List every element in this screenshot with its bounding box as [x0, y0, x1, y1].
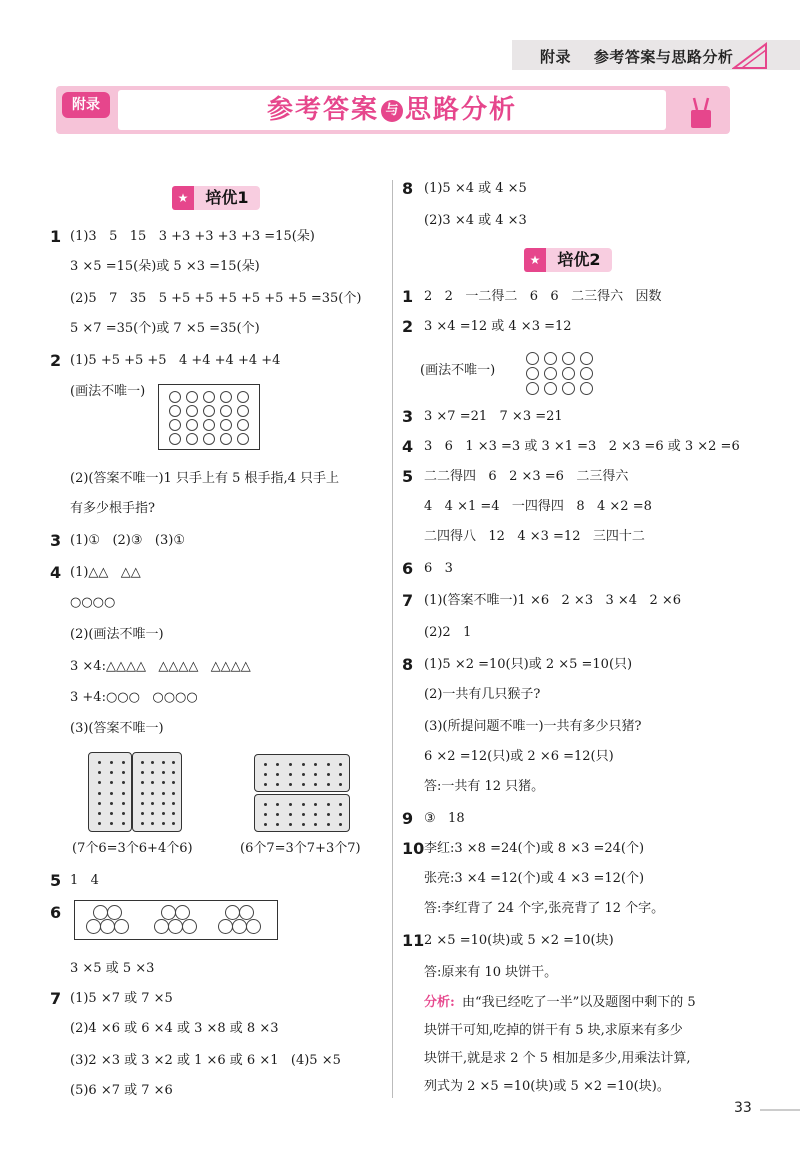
answer-line: 1 4 [70, 873, 99, 888]
question-number: 6 [50, 903, 62, 922]
answer-line: 张亮:3 ×4 =12(个)或 4 ×3 =12(个) [424, 871, 645, 886]
circle-shape [203, 433, 215, 445]
question-number: 3 [50, 531, 62, 550]
answer-line: (1)① (2)③ (3)① [70, 533, 186, 548]
circle-shape [169, 419, 181, 431]
circle-shape [526, 382, 539, 395]
circle-shape [239, 905, 254, 920]
dot-array [132, 752, 182, 832]
circle-shape [580, 352, 593, 365]
appendix-tag: 附录 [62, 92, 110, 118]
circle-shape [580, 367, 593, 380]
question-number: 8 [402, 655, 414, 674]
answer-line: 6 ×2 =12(只)或 2 ×6 =12(只) [424, 749, 614, 764]
question-number: 3 [402, 407, 414, 426]
question-number: 7 [50, 989, 62, 1008]
section-label-left: 培优1 [194, 186, 260, 210]
star-icon: ★ [172, 186, 194, 210]
answer-line: 3 6 1 ×3 =3 或 3 ×1 =3 2 ×3 =6 或 3 ×2 =6 [424, 439, 740, 454]
circle-shape [220, 433, 232, 445]
title-right: 思路分析 [405, 95, 518, 125]
circle-shape [237, 391, 249, 403]
answer-line: (2)5 7 35 5 +5 +5 +5 +5 +5 +5 =35(个) [70, 291, 362, 306]
circle-shape [186, 433, 198, 445]
ruler-icon [732, 40, 768, 70]
answer-line: 由“我已经吃了一半”以及题图中剩下的 5 [462, 995, 696, 1010]
question-number: 8 [402, 179, 414, 198]
dot-array [254, 794, 350, 832]
question-number: 2 [50, 351, 62, 370]
answer-line: ○○○○ [70, 595, 116, 610]
question-number: 9 [402, 809, 414, 828]
circle-shape [526, 367, 539, 380]
answer-line: 二四得八 12 4 ×3 =12 三四十二 [424, 529, 645, 544]
circle-shape [169, 405, 181, 417]
answer-line: (1)(答案不唯一)1 ×6 2 ×3 3 ×4 2 ×6 [424, 593, 682, 608]
answer-line: (画法不唯一) [420, 363, 496, 378]
answer-line: 有多少根手指? [70, 501, 155, 516]
circle-shape [544, 382, 557, 395]
circle-shape [203, 405, 215, 417]
answer-line: (2)一共有几只猴子? [424, 687, 541, 702]
page-title [118, 90, 666, 130]
section-label-right: 培优2 [546, 248, 612, 272]
circle-shape [186, 405, 198, 417]
circle-shape [218, 919, 233, 934]
answer-line: (2)3 ×4 或 4 ×3 [424, 213, 527, 228]
answer-line: 3 +4:○○○ ○○○○ [70, 690, 198, 705]
section-header-left [172, 186, 260, 210]
circle-shape [86, 919, 101, 934]
circle-grid-figure [158, 384, 260, 450]
answer-line: (2)(画法不唯一) [70, 627, 164, 642]
answer-line: (1)5 ×4 或 4 ×5 [424, 181, 527, 196]
circle-shape [175, 905, 190, 920]
answer-line: (画法不唯一) [70, 384, 146, 399]
circle-shape [580, 382, 593, 395]
question-number: 1 [402, 287, 414, 306]
answer-line: 二二得四 6 2 ×3 =6 二三得六 [424, 469, 629, 484]
title-left: 参考答案 [266, 95, 379, 125]
page-number: 33 [734, 1100, 752, 1116]
column-divider [392, 180, 393, 1098]
page-number-line [760, 1109, 800, 1111]
answer-line: 2 ×5 =10(块)或 5 ×2 =10(块) [424, 933, 614, 948]
circle-shape [232, 919, 247, 934]
answer-line: 列式为 2 ×5 =10(块)或 5 ×2 =10(块)。 [424, 1079, 670, 1094]
dot-array [254, 754, 350, 792]
question-number: 2 [402, 317, 414, 336]
answer-line: 6 3 [424, 561, 453, 576]
circle-shape [237, 419, 249, 431]
answer-line: 3 ×5 或 5 ×3 [70, 961, 155, 976]
answer-line: (1)3 5 15 3 +3 +3 +3 +3 =15(朵) [70, 229, 315, 244]
circle-shape [562, 382, 575, 395]
answer-line: 答:李红背了 24 个字,张亮背了 12 个字。 [424, 901, 665, 916]
star-icon: ★ [524, 248, 546, 272]
answer-line: (7个6=3个6+4个6) [72, 841, 193, 856]
question-number: 5 [402, 467, 414, 486]
answer-line: 答:一共有 12 只猪。 [424, 779, 545, 794]
answer-line: 2 2 一二得二 6 6 二三得六 因数 [424, 289, 662, 304]
answer-line: 3 ×4 =12 或 4 ×3 =12 [424, 319, 572, 334]
analysis-label: 分析: [424, 995, 455, 1010]
question-number: 6 [402, 559, 414, 578]
answer-line: 3 ×7 =21 7 ×3 =21 [424, 409, 563, 424]
answer-line: (5)6 ×7 或 7 ×6 [70, 1083, 173, 1098]
circle-shape [544, 352, 557, 365]
circle-shape [237, 405, 249, 417]
question-number: 4 [50, 563, 62, 582]
dot-array [88, 752, 132, 832]
circle-shape [544, 367, 557, 380]
circle-shape [562, 367, 575, 380]
answer-line: (3)(所提问题不唯一)一共有多少只猪? [424, 719, 642, 734]
circle-shape [526, 352, 539, 365]
circle-shape [93, 905, 108, 920]
answer-line: 3 ×5 =15(朵)或 5 ×3 =15(朵) [70, 259, 260, 274]
question-number: 4 [402, 437, 414, 456]
answer-line: (1)5 +5 +5 +5 4 +4 +4 +4 +4 [70, 353, 281, 368]
circle-shape [220, 391, 232, 403]
circle-shape [100, 919, 115, 934]
question-number: 11 [402, 931, 425, 950]
section-header-right [524, 248, 612, 272]
circle-shape [161, 905, 176, 920]
answer-line: (1)△△ △△ [70, 565, 141, 580]
question-number: 7 [402, 591, 414, 610]
circle-shape [220, 405, 232, 417]
circle-shape [225, 905, 240, 920]
answer-line: 5 ×7 =35(个)或 7 ×5 =35(个) [70, 321, 260, 336]
header-tab-text: 附录 参考答案与思路分析 [540, 48, 734, 66]
answer-line: (1)5 ×2 =10(只)或 2 ×5 =10(只) [424, 657, 633, 672]
answer-line: (1)5 ×7 或 7 ×5 [70, 991, 173, 1006]
circle-shape [237, 433, 249, 445]
answer-line: (2)4 ×6 或 6 ×4 或 3 ×8 或 8 ×3 [70, 1021, 279, 1036]
circle-shape [169, 433, 181, 445]
circle-shape [186, 419, 198, 431]
circle-shape [246, 919, 261, 934]
circle-shape [186, 391, 198, 403]
answer-line: (6个7=3个7+3个7) [240, 841, 361, 856]
circle-shape [168, 919, 183, 934]
title-mid: 与 [381, 100, 403, 122]
circle-shape [203, 419, 215, 431]
question-number: 5 [50, 871, 62, 890]
question-number: 10 [402, 839, 425, 858]
circle-shape [562, 352, 575, 365]
circle-shape [220, 419, 232, 431]
answer-line: 3 ×4:△△△△ △△△△ △△△△ [70, 659, 251, 674]
answer-line: (3)2 ×3 或 3 ×2 或 1 ×6 或 6 ×1 (4)5 ×5 [70, 1053, 341, 1068]
answer-line: (2)(答案不唯一)1 只手上有 5 根手指,4 只手上 [70, 471, 340, 486]
answer-line: 4 4 ×1 =4 一四得四 8 4 ×2 =8 [424, 499, 652, 514]
circle-shape [203, 391, 215, 403]
question-number: 1 [50, 227, 62, 246]
answer-line: (3)(答案不唯一) [70, 721, 164, 736]
answer-line: (2)2 1 [424, 625, 472, 640]
pencil-cup-icon [688, 96, 714, 130]
circle-shape [154, 919, 169, 934]
answer-line: 块饼干,就是求 2 个 5 相加是多少,用乘法计算, [424, 1051, 691, 1066]
answer-line: ③ 18 [424, 811, 465, 826]
circle-shape [107, 905, 122, 920]
answer-line: 块饼干可知,吃掉的饼干有 5 块,求原来有多少 [424, 1023, 683, 1038]
circle-shape [169, 391, 181, 403]
circle-shape [114, 919, 129, 934]
answer-line: 答:原来有 10 块饼干。 [424, 965, 558, 980]
answer-line: 李红:3 ×8 =24(个)或 8 ×3 =24(个) [424, 841, 645, 856]
circle-shape [182, 919, 197, 934]
circle-groups-figure [74, 900, 278, 940]
